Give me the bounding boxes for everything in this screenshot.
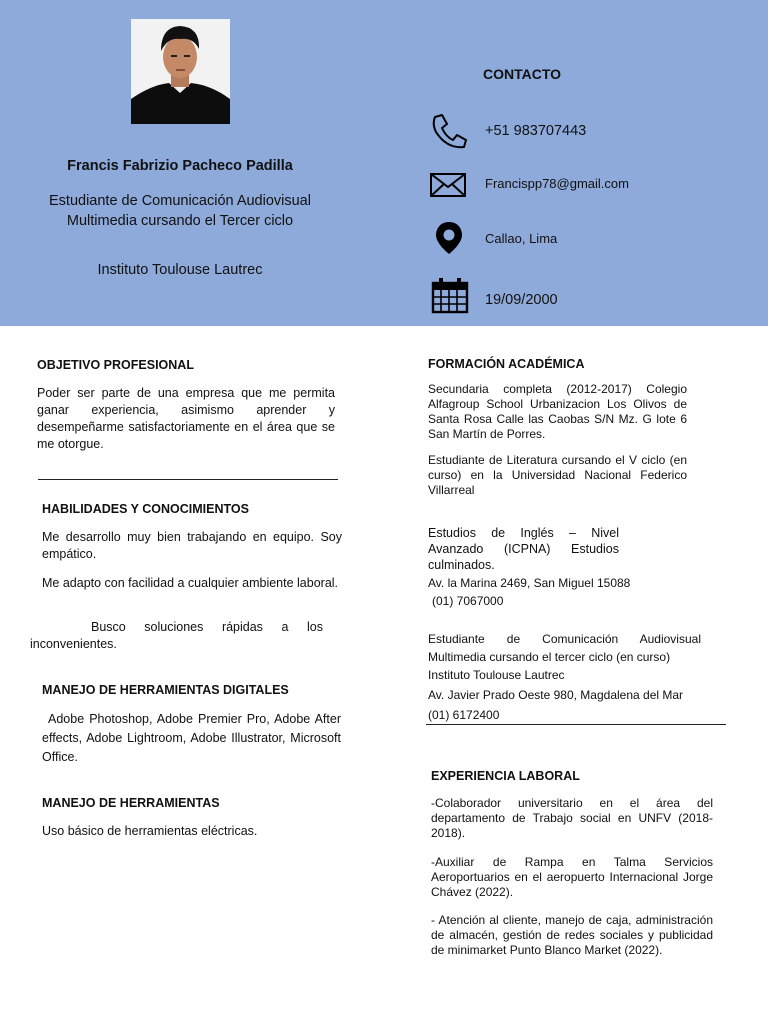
mail-icon <box>429 166 469 206</box>
contact-title: CONTACTO <box>483 66 562 82</box>
skill-item: Me desarrollo muy bien trabajando en equipo. Soy empático. <box>42 530 342 561</box>
divider <box>38 479 338 480</box>
education-secondary: Secundaria completa (2012-2017) Colegio Alfagroup School Urbanizacion Los Olivos de Santa Rosa Calle las Caobas S/N Mz. G lote 6 San Martín de Porres. <box>428 382 687 441</box>
contact-phone: +51 983707443 <box>485 123 587 139</box>
skill-item: Busco soluciones rápidas a los inconvenientes. <box>30 620 323 651</box>
contact-date: 19/09/2000 <box>485 292 558 308</box>
education-literature: Estudiante de Literatura cursando el V ciclo (en curso) en la Universidad Nacional Federico Villarreal <box>428 453 687 497</box>
profile-institution: Instituto Toulouse Lautrec <box>97 262 263 278</box>
tools-title: MANEJO DE HERRAMIENTAS <box>42 796 220 810</box>
divider <box>426 724 726 725</box>
calendar-icon <box>429 276 469 316</box>
experience-item: -Colaborador universitario en el área del departamento de Trabajo social en UNFV (2018- 2018). <box>431 796 713 840</box>
phone-icon <box>429 111 469 151</box>
objective-title: OBJETIVO PROFESIONAL <box>37 358 194 372</box>
education-communication-inst: Instituto Toulouse Lautrec <box>428 668 565 682</box>
education-communication: Estudiante de Comunicación Audiovisual Multimedia cursando el tercer ciclo (en curso) <box>428 632 701 664</box>
education-english-phone: (01) 7067000 <box>432 594 504 608</box>
experience-item: - Atención al cliente, manejo de caja, administración de almacén, gestión de redes sociales y publicidad de minimarket Punto Blanco Market (2022). <box>431 913 713 957</box>
education-communication-phone: (01) 6172400 <box>428 708 500 722</box>
experience-item: -Auxiliar de Rampa en Talma Servicios Aeroportuarios en el aeropuerto Internacional Jorge Chávez (2022). <box>431 855 713 899</box>
skill-item: Me adapto con facilidad a cualquier ambiente laboral. <box>42 576 339 590</box>
objective-text: Poder ser parte de una empresa que me permita ganar experiencia, asimismo aprender y desempeñarme satisfactoriamente en el área que se me otorgue. <box>37 386 335 451</box>
tools-text: Uso básico de herramientas eléctricas. <box>42 824 258 838</box>
education-communication-address: Av. Javier Prado Oeste 980, Magdalena del Mar <box>428 688 684 702</box>
profile-subtitle: Estudiante de Comunicación Audiovisual Multimedia cursando el Tercer ciclo <box>49 193 311 229</box>
location-pin-icon <box>429 220 469 260</box>
skills-title: HABILIDADES Y CONOCIMIENTOS <box>42 502 249 516</box>
education-title: FORMACIÓN ACADÉMICA <box>428 357 585 371</box>
contact-location: Callao, Lima <box>485 231 558 246</box>
header-band <box>0 0 768 326</box>
digital-tools-text: Adobe Photoshop, Adobe Premier Pro, Adobe After effects, Adobe Lightroom, Adobe Illustrator, Microsoft Office. <box>42 712 341 764</box>
profile-name: Francis Fabrizio Pacheco Padilla <box>67 158 293 174</box>
education-english: Estudios de Inglés – Nivel Avanzado (ICPNA) Estudios culminados. <box>428 526 619 572</box>
profile-photo <box>131 19 230 124</box>
digital-tools-title: MANEJO DE HERRAMIENTAS DIGITALES <box>42 683 289 697</box>
experience-title: EXPERIENCIA LABORAL <box>431 769 580 783</box>
contact-email: Francispp78@gmail.com <box>485 176 629 191</box>
education-english-address: Av. la Marina 2469, San Miguel 15088 <box>428 576 631 590</box>
